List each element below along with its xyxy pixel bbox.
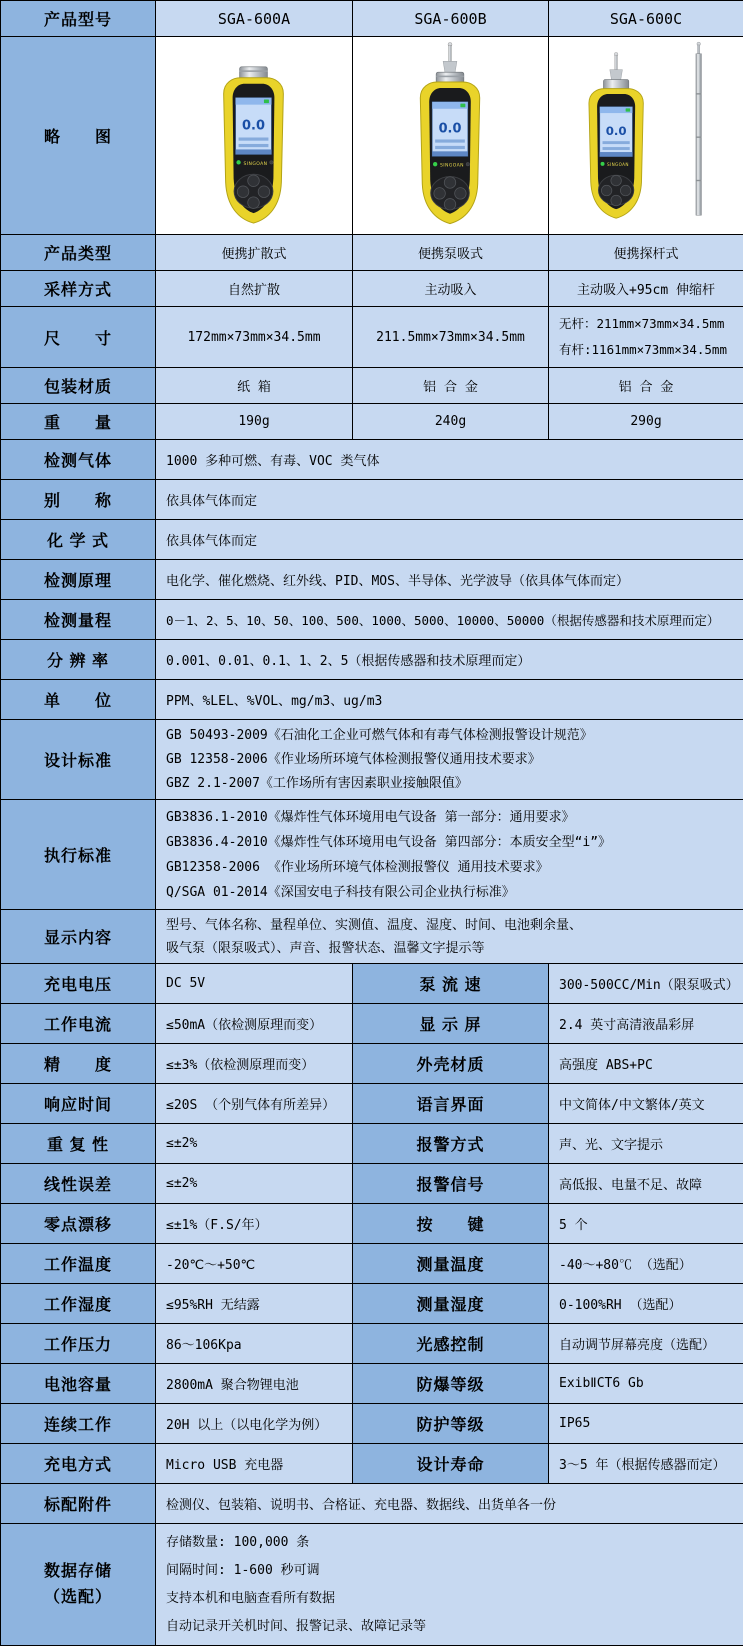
product-image-sga600a bbox=[156, 37, 352, 234]
unit-value: PPM、%LEL、%VOL、mg/m3、ug/m3 bbox=[156, 680, 743, 720]
row-label-weight: 重 量 bbox=[1, 404, 156, 440]
row-label-packing: 包装材质 bbox=[1, 368, 156, 404]
accessories-value: 检测仪、包装箱、说明书、合格证、充电器、数据线、出货单各一份 bbox=[156, 1484, 743, 1524]
design-standard-line: GB 12358-2006《作业场所环境气体检测报警仪通用技术要求》 bbox=[166, 748, 733, 772]
row-resolution bbox=[1, 640, 743, 680]
row-charging-lifespan bbox=[1, 1444, 743, 1484]
row-linearity-alarm-signal bbox=[1, 1164, 743, 1204]
working-pressure-value: 86～106Kpa bbox=[156, 1324, 353, 1364]
probe-icon bbox=[443, 42, 457, 73]
row-label-linearity-error: 线性误差 bbox=[1, 1164, 156, 1204]
device-screen bbox=[600, 107, 633, 157]
zero-drift-value: ≤±1%（F.S/年） bbox=[156, 1204, 353, 1244]
row-label-charging-method: 充电方式 bbox=[1, 1444, 156, 1484]
exec-standard-line: GB12358-2006 《作业场所环境气体检测报警仪 通用技术要求》 bbox=[166, 855, 733, 880]
button-cluster bbox=[234, 174, 273, 208]
alarm-mode-value: 声、光、文字提示 bbox=[549, 1124, 743, 1164]
exec-standard-line: GB3836.4-2010《爆炸性气体环境用电气设备 第四部分：本质安全型“i”》 bbox=[166, 830, 733, 855]
power-light bbox=[270, 161, 274, 165]
screen-reading: 0.0 bbox=[606, 124, 627, 138]
sampling-c: 主动吸入+95cm 伸缩杆 bbox=[549, 271, 743, 307]
brand-label: SINGOAN bbox=[243, 161, 267, 167]
brand-label: SINGOAN bbox=[440, 163, 464, 169]
charging-method-value: Micro USB 充电器 bbox=[156, 1444, 353, 1484]
screen-reading: 0.0 bbox=[242, 119, 265, 134]
row-label-measure-temperature: 测量温度 bbox=[353, 1244, 549, 1284]
model-c-name: SGA-600C bbox=[549, 1, 743, 37]
row-label-buttons: 按 键 bbox=[353, 1204, 549, 1244]
design-standard-value bbox=[156, 720, 743, 800]
row-drift-buttons bbox=[1, 1204, 743, 1244]
status-led bbox=[236, 160, 240, 164]
working-current-value: ≤50mA（依检测原理而变） bbox=[156, 1004, 353, 1044]
data-storage-label-line: 数据存储 bbox=[1, 1559, 155, 1585]
brand-label: SINGOAN bbox=[607, 162, 629, 167]
weight-b: 240g bbox=[353, 404, 549, 440]
device-screen bbox=[236, 98, 272, 155]
row-label-design-standard: 设计标准 bbox=[1, 720, 156, 800]
row-gas bbox=[1, 440, 743, 480]
row-battery-explosionproof bbox=[1, 1364, 743, 1404]
row-label-display-content: 显示内容 bbox=[1, 910, 156, 964]
exec-standard-line: GB3836.1-2010《爆炸性气体环境用电气设备 第一部分：通用要求》 bbox=[166, 805, 733, 830]
response-time-value: ≤20S （个别气体有所差异） bbox=[156, 1084, 353, 1124]
linearity-error-value: ≤±2% bbox=[156, 1164, 353, 1204]
data-storage-line: 存储数量: 100,000 条 bbox=[166, 1529, 733, 1557]
resolution-value: 0.001、0.01、0.1、1、2、5（根据传感器和技术原理而定） bbox=[156, 640, 743, 680]
row-label-explosionproof-grade: 防爆等级 bbox=[353, 1364, 549, 1404]
header-row bbox=[1, 1, 743, 37]
dimensions-c-no-rod: 无杆：211mm×73mm×34.5mm bbox=[559, 311, 733, 337]
row-label-exec-standard: 执行标准 bbox=[1, 800, 156, 910]
design-standard-line: GB 50493-2009《石油化工企业可燃气体和有毒气体检测报警设计规范》 bbox=[166, 724, 733, 748]
display-screen-value: 2.4 英寸高清液晶彩屏 bbox=[549, 1004, 743, 1044]
battery-icon bbox=[264, 99, 269, 103]
row-pressure-light-control bbox=[1, 1324, 743, 1364]
row-label-display-screen: 显 示 屏 bbox=[353, 1004, 549, 1044]
row-current-screen bbox=[1, 1004, 743, 1044]
sketch-row bbox=[1, 37, 743, 235]
working-temperature-value: -20℃～+50℃ bbox=[156, 1244, 353, 1284]
row-label-measure-humidity: 测量湿度 bbox=[353, 1284, 549, 1324]
row-label-principle: 检测原理 bbox=[1, 560, 156, 600]
row-product-type bbox=[1, 235, 743, 271]
weight-c: 290g bbox=[549, 404, 743, 440]
row-label-response-time: 响应时间 bbox=[1, 1084, 156, 1124]
shell-material-value: 高强度 ABS+PC bbox=[549, 1044, 743, 1084]
product-image-cell-b bbox=[353, 37, 549, 235]
row-label-pump-flow: 泵 流 速 bbox=[353, 964, 549, 1004]
row-label-shell-material: 外壳材质 bbox=[353, 1044, 549, 1084]
row-work-temp-measure-temp bbox=[1, 1244, 743, 1284]
exec-standard-value bbox=[156, 800, 743, 910]
data-storage-line: 自动记录开关机时间、报警记录、故障记录等 bbox=[166, 1613, 733, 1641]
battery-icon bbox=[460, 104, 465, 108]
model-b-name: SGA-600B bbox=[353, 1, 549, 37]
row-label-working-pressure: 工作压力 bbox=[1, 1324, 156, 1364]
row-repeatability-alarm-mode bbox=[1, 1124, 743, 1164]
packing-b: 铝 合 金 bbox=[353, 368, 549, 404]
data-storage-line: 支持本机和电脑查看所有数据 bbox=[166, 1585, 733, 1613]
continuous-work-value: 20H 以上（以电化学为例） bbox=[156, 1404, 353, 1444]
row-packing bbox=[1, 368, 743, 404]
row-label-light-control: 光感控制 bbox=[353, 1324, 549, 1364]
row-label-resolution: 分 辨 率 bbox=[1, 640, 156, 680]
repeatability-value: ≤±2% bbox=[156, 1124, 353, 1164]
product-image-sga600b bbox=[353, 37, 548, 234]
sampling-b: 主动吸入 bbox=[353, 271, 549, 307]
row-dimensions bbox=[1, 307, 743, 368]
power-light bbox=[466, 162, 470, 166]
display-content-line: 吸气泵（限泵吸式）、声音、报警状态、温馨文字提示等 bbox=[166, 937, 733, 960]
dimensions-b: 211.5mm×73mm×34.5mm bbox=[353, 307, 549, 368]
row-label-charge-voltage: 充电电压 bbox=[1, 964, 156, 1004]
pump-flow-value: 300-500CC/Min（限泵吸式） bbox=[549, 964, 743, 1004]
row-charge-voltage-pump-flow bbox=[1, 964, 743, 1004]
accuracy-value: ≤±3%（依检测原理而变） bbox=[156, 1044, 353, 1084]
measure-humidity-value: 0-100%RH （选配） bbox=[549, 1284, 743, 1324]
row-label-sampling: 采样方式 bbox=[1, 271, 156, 307]
row-label-continuous-work: 连续工作 bbox=[1, 1404, 156, 1444]
row-label-alias: 别 称 bbox=[1, 480, 156, 520]
row-label-working-humidity: 工作湿度 bbox=[1, 1284, 156, 1324]
row-label-alarm-signal: 报警信号 bbox=[353, 1164, 549, 1204]
probe-icon bbox=[610, 52, 623, 80]
row-display-content bbox=[1, 910, 743, 964]
buttons-value: 5 个 bbox=[549, 1204, 743, 1244]
row-label-language: 语言界面 bbox=[353, 1084, 549, 1124]
row-label-accessories: 标配附件 bbox=[1, 1484, 156, 1524]
data-storage-label-line: （选配） bbox=[1, 1585, 155, 1611]
principle-value: 电化学、催化燃烧、红外线、PID、MOS、半导体、光学波导（依具体气体而定） bbox=[156, 560, 743, 600]
alias-value: 依具体气体而定 bbox=[156, 480, 743, 520]
row-alias bbox=[1, 480, 743, 520]
row-range bbox=[1, 600, 743, 640]
exec-standard-line: Q/SGA 01-2014《深国安电子科技有限公司企业执行标准》 bbox=[166, 880, 733, 905]
row-label-gas: 检测气体 bbox=[1, 440, 156, 480]
protection-grade-value: IP65 bbox=[549, 1404, 743, 1444]
row-label-working-current: 工作电流 bbox=[1, 1004, 156, 1044]
row-formula bbox=[1, 520, 743, 560]
design-standard-line: GBZ 2.1-2007《工作场所有害因素职业接触限值》 bbox=[166, 772, 733, 796]
row-sampling bbox=[1, 271, 743, 307]
alarm-signal-value: 高低报、电量不足、故障 bbox=[549, 1164, 743, 1204]
explosionproof-grade-value: ExibⅡCT6 Gb bbox=[549, 1364, 743, 1404]
screen-reading: 0.0 bbox=[439, 122, 462, 137]
charge-voltage-value: DC 5V bbox=[156, 964, 353, 1004]
row-label-design-lifespan: 设计寿命 bbox=[353, 1444, 549, 1484]
dimensions-c bbox=[549, 307, 743, 368]
row-label-battery-capacity: 电池容量 bbox=[1, 1364, 156, 1404]
working-humidity-value: ≤95%RH 无结露 bbox=[156, 1284, 353, 1324]
formula-value: 依具体气体而定 bbox=[156, 520, 743, 560]
packing-c: 铝 合 金 bbox=[549, 368, 743, 404]
product-image-sga600c bbox=[549, 37, 743, 234]
status-led bbox=[601, 162, 605, 166]
row-design-standard bbox=[1, 720, 743, 800]
status-led bbox=[433, 162, 437, 166]
row-accessories bbox=[1, 1484, 743, 1524]
gas-value: 1000 多种可燃、有毒、VOC 类气体 bbox=[156, 440, 743, 480]
battery-capacity-value: 2800mA 聚合物锂电池 bbox=[156, 1364, 353, 1404]
row-label-unit: 单 位 bbox=[1, 680, 156, 720]
packing-a: 纸 箱 bbox=[156, 368, 353, 404]
product-type-b: 便携泵吸式 bbox=[353, 235, 549, 271]
battery-icon bbox=[626, 108, 631, 111]
weight-a: 190g bbox=[156, 404, 353, 440]
language-value: 中文简体/中文繁体/英文 bbox=[549, 1084, 743, 1124]
product-type-a: 便携扩散式 bbox=[156, 235, 353, 271]
row-label-alarm-mode: 报警方式 bbox=[353, 1124, 549, 1164]
button-cluster bbox=[431, 177, 470, 210]
product-type-c: 便携探杆式 bbox=[549, 235, 743, 271]
row-label-working-temperature: 工作温度 bbox=[1, 1244, 156, 1284]
design-lifespan-value: 3～5 年（根据传感器而定） bbox=[549, 1444, 743, 1484]
product-image-cell-c bbox=[549, 37, 743, 235]
telescopic-rod-icon bbox=[696, 42, 702, 215]
sampling-a: 自然扩散 bbox=[156, 271, 353, 307]
dimensions-a: 172mm×73mm×34.5mm bbox=[156, 307, 353, 368]
device-screen bbox=[432, 102, 468, 156]
row-weight bbox=[1, 404, 743, 440]
row-accuracy-shell bbox=[1, 1044, 743, 1084]
data-storage-line: 间隔时间: 1-600 秒可调 bbox=[166, 1557, 733, 1585]
row-unit bbox=[1, 680, 743, 720]
row-label-repeatability: 重 复 性 bbox=[1, 1124, 156, 1164]
row-label-formula: 化 学 式 bbox=[1, 520, 156, 560]
row-label-dimensions: 尺 寸 bbox=[1, 307, 156, 368]
dimensions-c-with-rod: 有杆:1161mm×73mm×34.5mm bbox=[559, 337, 733, 363]
row-label-accuracy: 精 度 bbox=[1, 1044, 156, 1084]
row-label-product-model: 产品型号 bbox=[1, 1, 156, 37]
range-value: 0－1、2、5、10、50、100、500、1000、5000、10000、50000（根据传感器和技术原理而定） bbox=[156, 600, 743, 640]
display-content-line: 型号、气体名称、量程单位、实测值、温度、湿度、时间、电池剩余量、 bbox=[166, 914, 733, 937]
light-control-value: 自动调节屏幕亮度（选配） bbox=[549, 1324, 743, 1364]
row-work-humidity-measure-humidity bbox=[1, 1284, 743, 1324]
row-continuous-protection bbox=[1, 1404, 743, 1444]
row-exec-standard bbox=[1, 800, 743, 910]
row-principle bbox=[1, 560, 743, 600]
row-response-language bbox=[1, 1084, 743, 1124]
button-cluster bbox=[598, 175, 633, 206]
row-label-zero-drift: 零点漂移 bbox=[1, 1204, 156, 1244]
display-content-value bbox=[156, 910, 743, 964]
model-a-name: SGA-600A bbox=[156, 1, 353, 37]
row-label-protection-grade: 防护等级 bbox=[353, 1404, 549, 1444]
row-label-product-type: 产品类型 bbox=[1, 235, 156, 271]
row-label-range: 检测量程 bbox=[1, 600, 156, 640]
product-image-cell-a bbox=[156, 37, 353, 235]
measure-temperature-value: -40～+80℃ （选配） bbox=[549, 1244, 743, 1284]
row-label-sketch: 略 图 bbox=[1, 37, 156, 235]
